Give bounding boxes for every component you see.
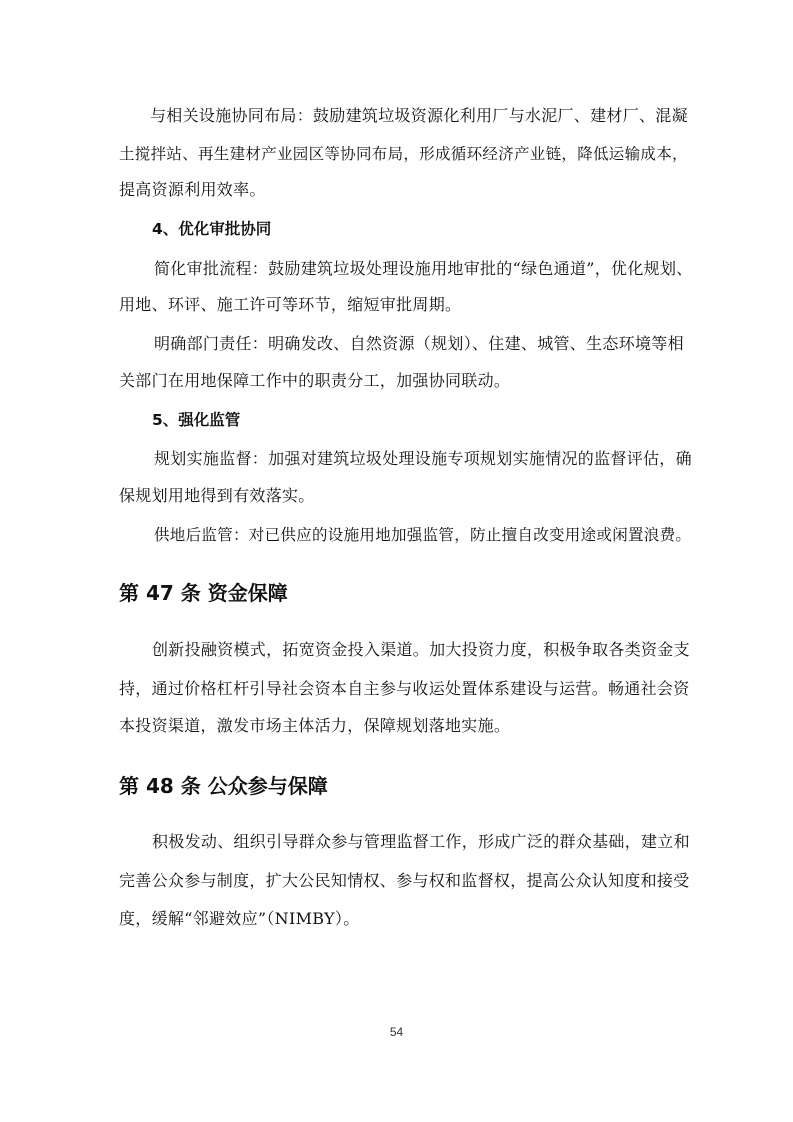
- article-48-heading: 第 48 条 公众参与保障: [119, 774, 328, 798]
- article-48-line-2: 完善公众参与制度，扩大公民知情权、参与权和监督权，提高公众认知度和接受: [119, 871, 690, 890]
- continuation-line-3: 提高资源利用效率。: [119, 180, 266, 199]
- subsection-4-para1-line-2: 用地、环评、施工许可等环节，缩短审批周期。: [119, 295, 462, 314]
- article-48-line-3: 度，缓解“邻避效应”（NIMBY）。: [119, 909, 360, 928]
- article-47-line-3: 本投资渠道，激发市场主体活力，保障规划落地实施。: [119, 716, 511, 735]
- article-47-line-2: 持，通过价格杠杆引导社会资本自主参与收运处置体系建设与运营。畅通社会资: [119, 679, 690, 698]
- subsection-4-para2-line-2: 关部门在用地保障工作中的职责分工，加强协同联动。: [119, 371, 511, 390]
- subsection-4-title: 4、优化审批协同: [152, 220, 272, 238]
- article-47-line-1: 创新投融资模式，拓宽资金投入渠道。加大投资力度，积极争取各类资金支: [152, 640, 690, 659]
- subsection-5-title: 5、强化监管: [152, 411, 241, 429]
- subsection-5-para2-line-1: 供地后监管：对已供应的设施用地加强监管，防止擅自改变用途或闲置浪费。: [154, 526, 692, 544]
- subsection-4-para1-line-1: 简化审批流程：鼓励建筑垃圾处理设施用地审批的“绿色通道”，优化规划、: [154, 259, 693, 278]
- subsection-4-para2-line-1: 明确部门责任：明确发改、自然资源（规划）、住建、城管、生态环境等相: [154, 334, 684, 353]
- page-number: 54: [389, 1025, 404, 1039]
- continuation-line-1: 与相关设施协同布局：鼓励建筑垃圾资源化利用厂与水泥厂、建材厂、混凝: [150, 106, 688, 125]
- article-48-line-1: 积极发动、组织引导群众参与管理监督工作，形成广泛的群众基础，建立和: [152, 832, 690, 851]
- article-47-heading: 第 47 条 资金保障: [119, 581, 288, 605]
- subsection-5-para1-line-1: 规划实施监督：加强对建筑垃圾处理设施专项规划实施情况的监督评估，确: [154, 449, 692, 468]
- subsection-5-para1-line-2: 保规划用地得到有效落实。: [119, 486, 315, 505]
- continuation-line-2: 土搅拌站、再生建材产业园区等协同布局，形成循环经济产业链，降低运输成本，: [119, 145, 688, 163]
